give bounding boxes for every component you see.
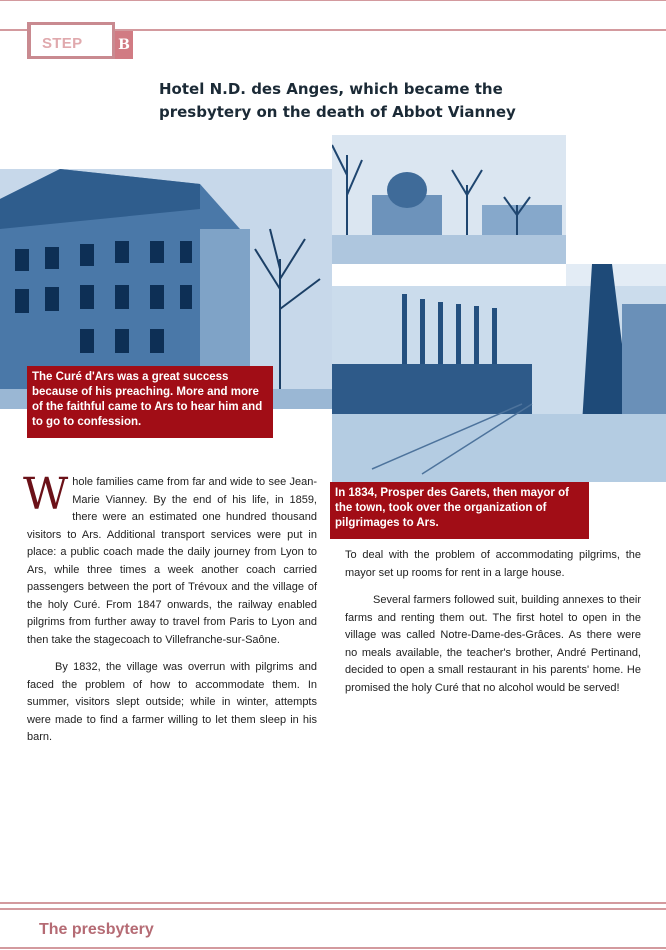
top-rule bbox=[0, 0, 666, 1]
right-photo-caption: In 1834, Prosper des Garets, then mayor of the town, took over the organization of pilgrimages to Ars. bbox=[330, 482, 589, 539]
right-paragraph-2: Several farmers followed suit, building annexes to their farms and renting them out. The first hotel to open in the village was called Notre-Dame-des-Grâces. As there were no meals available, the teacher's brother, André Pertinand, decided to open a small restaurant in his parents' home. He promised the holy Curé that no alcohol would be served! bbox=[345, 594, 641, 694]
footer-rule-3 bbox=[0, 947, 666, 949]
left-photo-caption: The Curé d'Ars was a great success because of his preaching. More and more of the faithful came to Ars to hear him and to go to confession. bbox=[27, 366, 273, 438]
step-label: STEP bbox=[42, 35, 83, 52]
dropcap: W bbox=[23, 469, 69, 520]
right-paragraph-1: To deal with the problem of accommodating pilgrims, the mayor set up rooms for rent in a large house. bbox=[345, 549, 641, 579]
footer-rule-1 bbox=[0, 902, 666, 904]
footer-rule-2 bbox=[0, 908, 666, 910]
page-title: Hotel N.D. des Anges, which became the presbytery on the death of Abbot Vianney bbox=[159, 80, 516, 121]
step-letter: B bbox=[115, 31, 133, 59]
basilica-square-photo bbox=[332, 135, 566, 285]
left-column bbox=[23, 469, 317, 757]
footer-title: The presbytery bbox=[39, 921, 154, 938]
left-paragraph-2: By 1832, the village was overrun with pilgrims and faced the problem of how to accommodate them. In summer, visitors slept outside; while in winter, attempts were made to find a farmer willing to let them sleep in his barn. bbox=[27, 661, 317, 743]
right-column bbox=[345, 547, 641, 707]
left-paragraph-1: hole families came from far and wide to see Jean-Marie Vianney. By the end of his life, in 1859, there were an estimated one hundred thousand visitors to Ars. Additional transport services were put in place: a public coach made the daily journey from Lyon to Ars, while three times a week another coach carried passengers between the port of Trévoux and the village of the holy Curé. From 1847 onwards, the railway enabled pilgrims from further away to travel from Paris to Lyon and then take the stagecoach to Villefranche-sur-Saône. bbox=[27, 476, 317, 646]
ars-station-photo bbox=[332, 264, 666, 482]
